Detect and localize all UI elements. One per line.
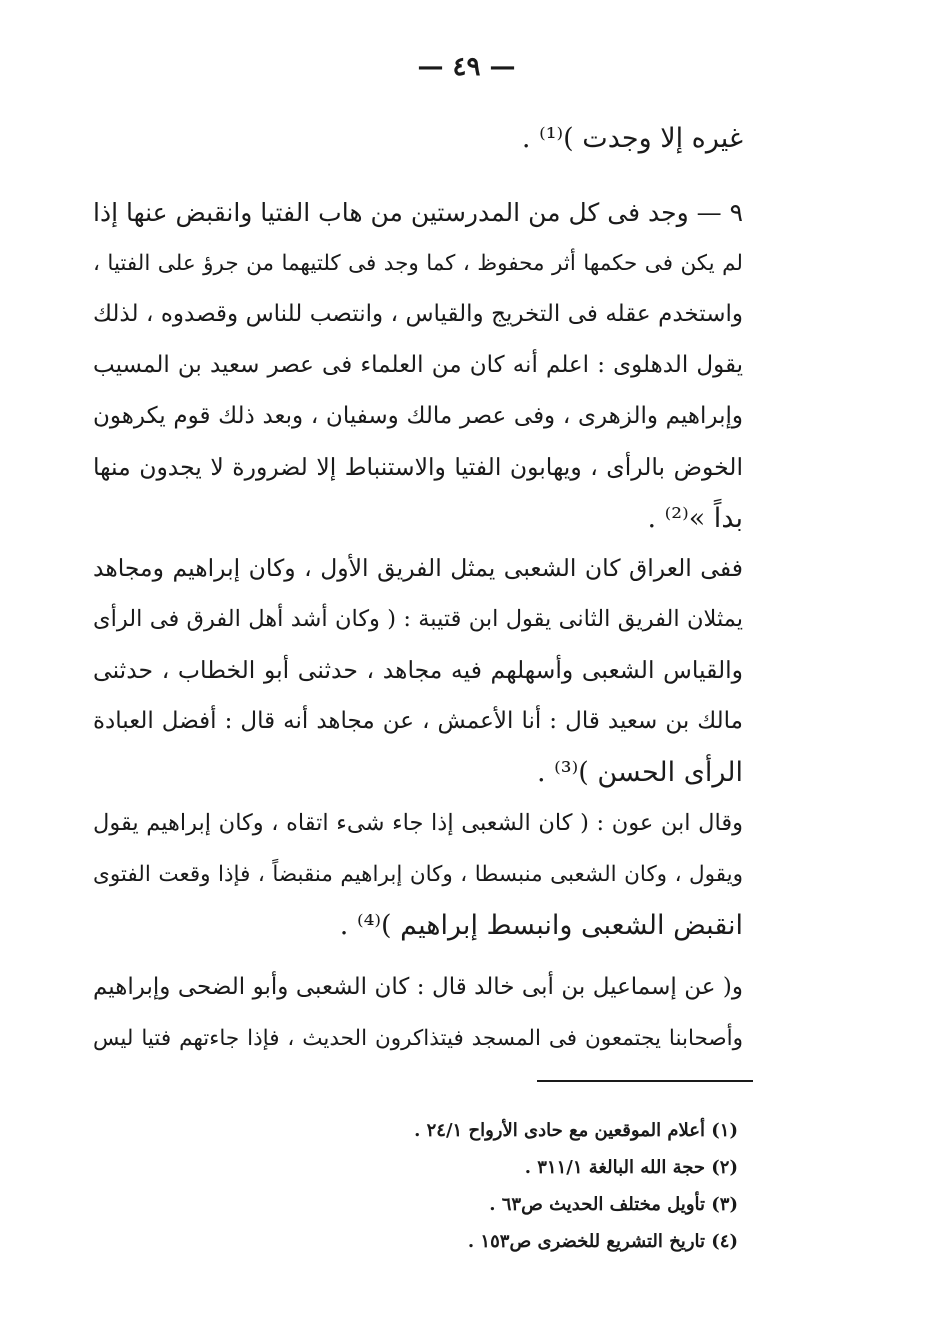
footnote-4: (٤) تاريخ التشريع للخضرى ص١٥٣ . xyxy=(467,1231,738,1252)
text-line: لم يكن فى حكمها أثر محفوظ ، كما وجد فى كلتيهما من جرؤ على الفتيا ، xyxy=(93,251,743,276)
text-line: والقياس الشعبى وأسهلهم فيه مجاهد ، حدثنى أبو الخطاب ، حدثنى xyxy=(93,656,743,684)
text-line: وقال ابن عون : ( كان الشعبى إذا جاء شىء اتقاه ، وكان إبراهيم يقول xyxy=(93,810,743,836)
paragraph-3 xyxy=(93,543,743,798)
text-line: وأصحابنا يجتمعون فى المسجد فيتذاكرون الحديث ، فإذا جاءتهم فتيا ليس xyxy=(93,1026,743,1051)
paragraph-1 xyxy=(93,113,743,164)
footnote-separator xyxy=(537,1080,753,1082)
footnote-2: (٢) حجة الله البالغة ٣١١/١ . xyxy=(524,1157,738,1178)
footnote-1: (١) أعلام الموقعين مع حادى الأرواح ٢٤/١ . xyxy=(414,1120,738,1141)
text-line: الرأى الحسن )⁽³⁾ . xyxy=(536,757,743,788)
text-line: غيره إلا وجدت )⁽¹⁾ . xyxy=(521,123,743,154)
text-line: مالك بن سعيد قال : أنا الأعمش ، عن مجاهد أنه قال : أفضل العبادة xyxy=(93,708,743,734)
text-line: بداً »⁽²⁾ . xyxy=(647,503,743,534)
paragraph-2 xyxy=(93,187,743,544)
text-line: ففى العراق كان الشعبى يمثل الفريق الأول ، وكان إبراهيم ومجاهد xyxy=(93,554,743,582)
text-line: انقبض الشعبى وانبسط إبراهيم )⁽⁴⁾ . xyxy=(339,910,743,941)
text-line: ٩ — وجد فى كل من المدرستين من هاب الفتيا وانقبض عنها إذا xyxy=(93,198,743,227)
text-line: ويقول ، وكان الشعبى منبسطا ، وكان إبراهيم منقبضاً ، فإذا وقعت الفتوى xyxy=(93,862,743,887)
text-line: الخوض بالرأى ، ويهابون الفتيا والاستنباط إلا لضرورة لا يجدون منها xyxy=(93,453,743,481)
paragraph-4 xyxy=(93,798,743,951)
text-line: وإبراهيم والزهرى ، وفى عصر مالك وسفيان ، وبعد ذلك قوم يكرهون xyxy=(93,403,743,429)
text-line: يقول الدهلوى : اعلم أنه كان من العلماء فى عصر سعيد بن المسيب xyxy=(93,352,743,378)
footnote-3: (٣) تأويل مختلف الحديث ص٦٣ . xyxy=(489,1194,738,1215)
footnotes xyxy=(288,1112,738,1260)
page-number: — ٤٩ — xyxy=(417,52,516,82)
text-line: واستخدم عقله فى التخريج والقياس ، وانتصب للناس وقصدوه ، لذلك xyxy=(93,301,743,327)
text-line: يمثلان الفريق الثانى يقول ابن قتيبة : ( وكان أشد أهل الفرق فى الرأى xyxy=(93,606,743,632)
paragraph-5 xyxy=(93,962,743,1064)
text-line: و( عن إسماعيل بن أبى خالد قال : كان الشعبى وأبو الضحى وإبراهيم xyxy=(93,974,743,1000)
